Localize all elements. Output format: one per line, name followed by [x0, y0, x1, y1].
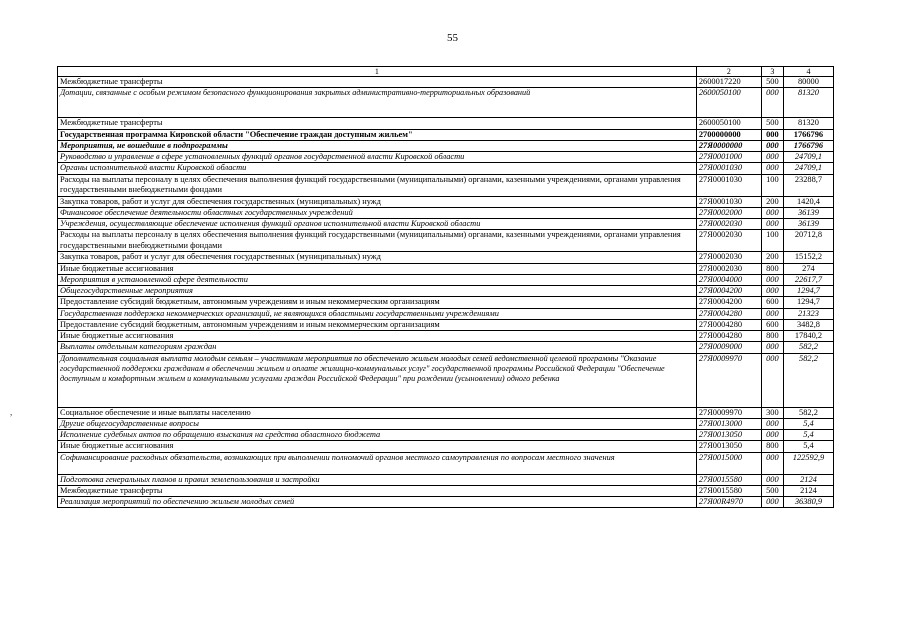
cell-amount: 15152,2 [783, 252, 833, 263]
cell-type: 000 [761, 88, 783, 118]
cell-name: Социальное обеспечение и иные выплаты населению [58, 407, 697, 418]
table-row [58, 118, 834, 129]
cell-code: 27Я0009000 [696, 342, 761, 353]
cell-name: Межбюджетные трансферты [58, 485, 697, 496]
cell-type: 000 [761, 163, 783, 174]
cell-amount: 22617,7 [783, 274, 833, 285]
cell-type: 600 [761, 297, 783, 308]
cell-code: 27Я0004000 [696, 274, 761, 285]
cell-name: Дополнительная социальная выплата молодым семьям – участникам мероприятия по обеспечению жильем молодых семей ведомственной целевой программы "Оказание государственной поддержки гражданам в обеспечении жильем и оплате жилищно-коммунальных услуг" государственной программы Российской Федерации "Обеспечение доступным и комфортным жильем и коммунальными услугами граждан Российской Федерации" при рождении (усыновлении) одного ребенка [58, 353, 697, 407]
cell-name: Расходы на выплаты персоналу в целях обеспечения выполнения функций государственными (муниципальными) органами, казенными учреждениями, органами управления государственными внебюджетными фондами [58, 174, 697, 196]
table-row [58, 77, 834, 88]
cell-type: 800 [761, 441, 783, 452]
cell-amount: 81320 [783, 118, 833, 129]
cell-code: 2600017220 [696, 77, 761, 88]
cell-amount: 80000 [783, 77, 833, 88]
header-cell-type: 3 [761, 67, 783, 77]
table-row [58, 174, 834, 196]
cell-amount: 2124 [783, 474, 833, 485]
cell-amount: 5,4 [783, 418, 833, 429]
cell-type: 200 [761, 196, 783, 207]
cell-amount: 1420,4 [783, 196, 833, 207]
table-row [58, 263, 834, 274]
table-row [58, 430, 834, 441]
cell-type: 800 [761, 263, 783, 274]
cell-type: 000 [761, 274, 783, 285]
cell-code: 27Я0001000 [696, 152, 761, 163]
cell-code: 27Я0004200 [696, 297, 761, 308]
cell-name: Межбюджетные трансферты [58, 118, 697, 129]
header-cell-code: 2 [696, 67, 761, 77]
cell-name: Иные бюджетные ассигнования [58, 263, 697, 274]
cell-type: 200 [761, 252, 783, 263]
cell-code: 27Я0013000 [696, 418, 761, 429]
cell-name: Государственная программа Кировской области "Обеспечение граждан доступным жильем" [58, 129, 697, 140]
cell-amount: 36380,9 [783, 497, 833, 508]
cell-name: Подготовка генеральных планов и правил землепользования и застройки [58, 474, 697, 485]
table-row [58, 485, 834, 496]
cell-code: 27Я00R4970 [696, 497, 761, 508]
cell-amount: 2124 [783, 485, 833, 496]
table-row [58, 308, 834, 319]
cell-type: 500 [761, 485, 783, 496]
table-row [58, 452, 834, 474]
cell-type: 000 [761, 152, 783, 163]
table-row [58, 441, 834, 452]
cell-code: 27Я0001030 [696, 174, 761, 196]
cell-amount: 36139 [783, 207, 833, 218]
cell-type: 000 [761, 353, 783, 407]
cell-code: 27Я0004280 [696, 319, 761, 330]
table-row [58, 353, 834, 407]
cell-code: 27Я0015580 [696, 474, 761, 485]
cell-type: 500 [761, 77, 783, 88]
cell-amount: 1294,7 [783, 286, 833, 297]
cell-code: 27Я0002030 [696, 263, 761, 274]
cell-amount: 36139 [783, 219, 833, 230]
budget-table-body [58, 67, 834, 508]
cell-code: 27Я0009970 [696, 407, 761, 418]
budget-table [57, 66, 834, 508]
cell-type: 300 [761, 407, 783, 418]
cell-name: Реализация мероприятий по обеспечению жильем молодых семей [58, 497, 697, 508]
table-row [58, 152, 834, 163]
table-row [58, 129, 834, 140]
cell-type: 100 [761, 230, 783, 252]
cell-name: Иные бюджетные ассигнования [58, 331, 697, 342]
cell-type: 000 [761, 308, 783, 319]
table-row [58, 163, 834, 174]
scan-mark: , [10, 407, 13, 417]
page-number: 55 [447, 32, 458, 44]
table-row [58, 474, 834, 485]
cell-type: 500 [761, 118, 783, 129]
table-row [58, 140, 834, 151]
table-row [58, 407, 834, 418]
cell-amount: 3482,8 [783, 319, 833, 330]
table-row [58, 196, 834, 207]
table-row [58, 219, 834, 230]
header-cell-amount: 4 [783, 67, 833, 77]
cell-code: 27Я0015000 [696, 452, 761, 474]
cell-amount: 1766796 [783, 140, 833, 151]
cell-name: Межбюджетные трансферты [58, 77, 697, 88]
cell-code: 27Я0013050 [696, 430, 761, 441]
cell-code: 2600050100 [696, 88, 761, 118]
cell-amount: 582,2 [783, 342, 833, 353]
cell-amount: 274 [783, 263, 833, 274]
cell-name: Мероприятия в установленной сфере деятельности [58, 274, 697, 285]
cell-code: 2600050100 [696, 118, 761, 129]
cell-code: 27Я0002030 [696, 252, 761, 263]
cell-code: 2700000000 [696, 129, 761, 140]
cell-name: Другие общегосударственные вопросы [58, 418, 697, 429]
table-header-row [58, 67, 834, 77]
cell-amount: 81320 [783, 88, 833, 118]
cell-type: 000 [761, 474, 783, 485]
cell-name: Софинансирование расходных обязательств, возникающих при выполнении полномочий органов местного самоуправления по вопросам местного значения [58, 452, 697, 474]
cell-name: Предоставление субсидий бюджетным, автономным учреждениям и иным некоммерческим организациям [58, 297, 697, 308]
cell-name: Исполнение судебных актов по обращению взыскания на средства областного бюджета [58, 430, 697, 441]
cell-code: 27Я0002030 [696, 219, 761, 230]
cell-type: 000 [761, 286, 783, 297]
cell-type: 100 [761, 174, 783, 196]
cell-amount: 5,4 [783, 430, 833, 441]
cell-name: Финансовое обеспечение деятельности областных государственных учреждений [58, 207, 697, 218]
cell-amount: 17840,2 [783, 331, 833, 342]
table-row [58, 207, 834, 218]
cell-type: 000 [761, 219, 783, 230]
cell-name: Закупка товаров, работ и услуг для обеспечения государственных (муниципальных) нужд [58, 252, 697, 263]
cell-type: 000 [761, 497, 783, 508]
cell-code: 27Я0015580 [696, 485, 761, 496]
cell-type: 000 [761, 140, 783, 151]
cell-code: 27Я0004280 [696, 331, 761, 342]
cell-code: 27Я0000000 [696, 140, 761, 151]
cell-name: Государственная поддержка некоммерческих организаций, не являющихся областными государственными учреждениями [58, 308, 697, 319]
table-row [58, 331, 834, 342]
cell-code: 27Я0009970 [696, 353, 761, 407]
cell-amount: 582,2 [783, 407, 833, 418]
cell-name: Расходы на выплаты персоналу в целях обеспечения выполнения функций государственными (муниципальными) органами, казенными учреждениями, органами управления государственными внебюджетными фондами [58, 230, 697, 252]
cell-code: 27Я0004280 [696, 308, 761, 319]
cell-name: Учреждения, осуществляющие обеспечение исполнения функций органов исполнительной власти Кировской области [58, 219, 697, 230]
cell-name: Руководство и управление в сфере установленных функций органов государственной власти Кировской области [58, 152, 697, 163]
table-row [58, 88, 834, 118]
cell-type: 800 [761, 331, 783, 342]
cell-amount: 122592,9 [783, 452, 833, 474]
cell-amount: 23288,7 [783, 174, 833, 196]
cell-type: 000 [761, 129, 783, 140]
header-cell-name: 1 [58, 67, 697, 77]
table-row [58, 497, 834, 508]
cell-code: 27Я0013050 [696, 441, 761, 452]
cell-code: 27Я0001030 [696, 163, 761, 174]
cell-type: 000 [761, 418, 783, 429]
table-row [58, 230, 834, 252]
table-row [58, 274, 834, 285]
cell-code: 27Я0001030 [696, 196, 761, 207]
cell-name: Общегосударственные мероприятия [58, 286, 697, 297]
cell-amount: 24709,1 [783, 152, 833, 163]
cell-name: Закупка товаров, работ и услуг для обеспечения государственных (муниципальных) нужд [58, 196, 697, 207]
cell-name: Предоставление субсидий бюджетным, автономным учреждениям и иным некоммерческим организациям [58, 319, 697, 330]
table-row [58, 418, 834, 429]
cell-amount: 21323 [783, 308, 833, 319]
table-row [58, 252, 834, 263]
cell-type: 000 [761, 452, 783, 474]
cell-code: 27Я0002030 [696, 230, 761, 252]
cell-type: 000 [761, 430, 783, 441]
cell-amount: 5,4 [783, 441, 833, 452]
cell-name: Иные бюджетные ассигнования [58, 441, 697, 452]
cell-name: Дотации, связанные с особым режимом безопасного функционирования закрытых административно-территориальных образований [58, 88, 697, 118]
table-row [58, 342, 834, 353]
cell-type: 000 [761, 342, 783, 353]
cell-code: 27Я0004200 [696, 286, 761, 297]
cell-name: Органы исполнительной власти Кировской области [58, 163, 697, 174]
table-row [58, 286, 834, 297]
cell-amount: 1766796 [783, 129, 833, 140]
cell-name: Выплаты отдельным категориям граждан [58, 342, 697, 353]
cell-type: 000 [761, 207, 783, 218]
cell-amount: 20712,8 [783, 230, 833, 252]
cell-type: 600 [761, 319, 783, 330]
cell-amount: 24709,1 [783, 163, 833, 174]
cell-amount: 1294,7 [783, 297, 833, 308]
cell-amount: 582,2 [783, 353, 833, 407]
cell-name: Мероприятия, не вошедшие в подпрограммы [58, 140, 697, 151]
table-row [58, 297, 834, 308]
cell-code: 27Я0002000 [696, 207, 761, 218]
table-row [58, 319, 834, 330]
